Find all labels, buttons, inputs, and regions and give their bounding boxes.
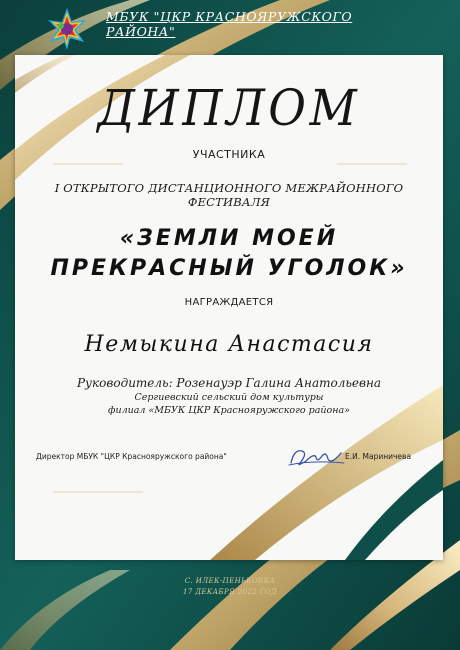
festival-name-line2: ПРЕКРАСНЫЙ УГОЛОК» — [50, 256, 408, 281]
diploma-subtitle: УЧАСТНИКА — [192, 148, 266, 161]
department-line: Сергиевский сельский дом культуры — [134, 392, 324, 403]
festival-name-line1: «ЗЕМЛИ МОЕЙ — [119, 226, 339, 251]
diploma-title: ДИПЛОМ — [97, 79, 361, 137]
branch-line: филиал «МБУК ЦКР Краснояружского района» — [108, 405, 350, 416]
awarded-label: НАГРАЖДАЕТСЯ — [184, 297, 274, 308]
organization-logo-icon — [40, 6, 94, 52]
supervisor-line: Руководитель: Розенауэр Галина Анатольевна — [76, 376, 382, 390]
director-name: Е.И. Мариничева — [345, 452, 412, 461]
director-label: Директор МБУК "ЦКР Краснояружского района" — [36, 452, 227, 461]
footer-place: С. ИЛЕК-ПЕНЬКОВКА — [184, 577, 276, 585]
footer-date: 17 ДЕКАБРЯ 2022 ГОД — [182, 588, 278, 596]
festival-description: I ОТКРЫТОГО ДИСТАНЦИОННОГО МЕЖРАЙОННОГО ФЕСТИВАЛЯ — [54, 181, 404, 209]
signature-icon — [286, 441, 346, 471]
diploma-card — [15, 55, 443, 560]
recipient-name: Немыкина Анастасия — [84, 332, 374, 357]
organization-header: МБУК "ЦКР КРАСНОЯРУЖСКОГО РАЙОНА" — [106, 9, 353, 39]
